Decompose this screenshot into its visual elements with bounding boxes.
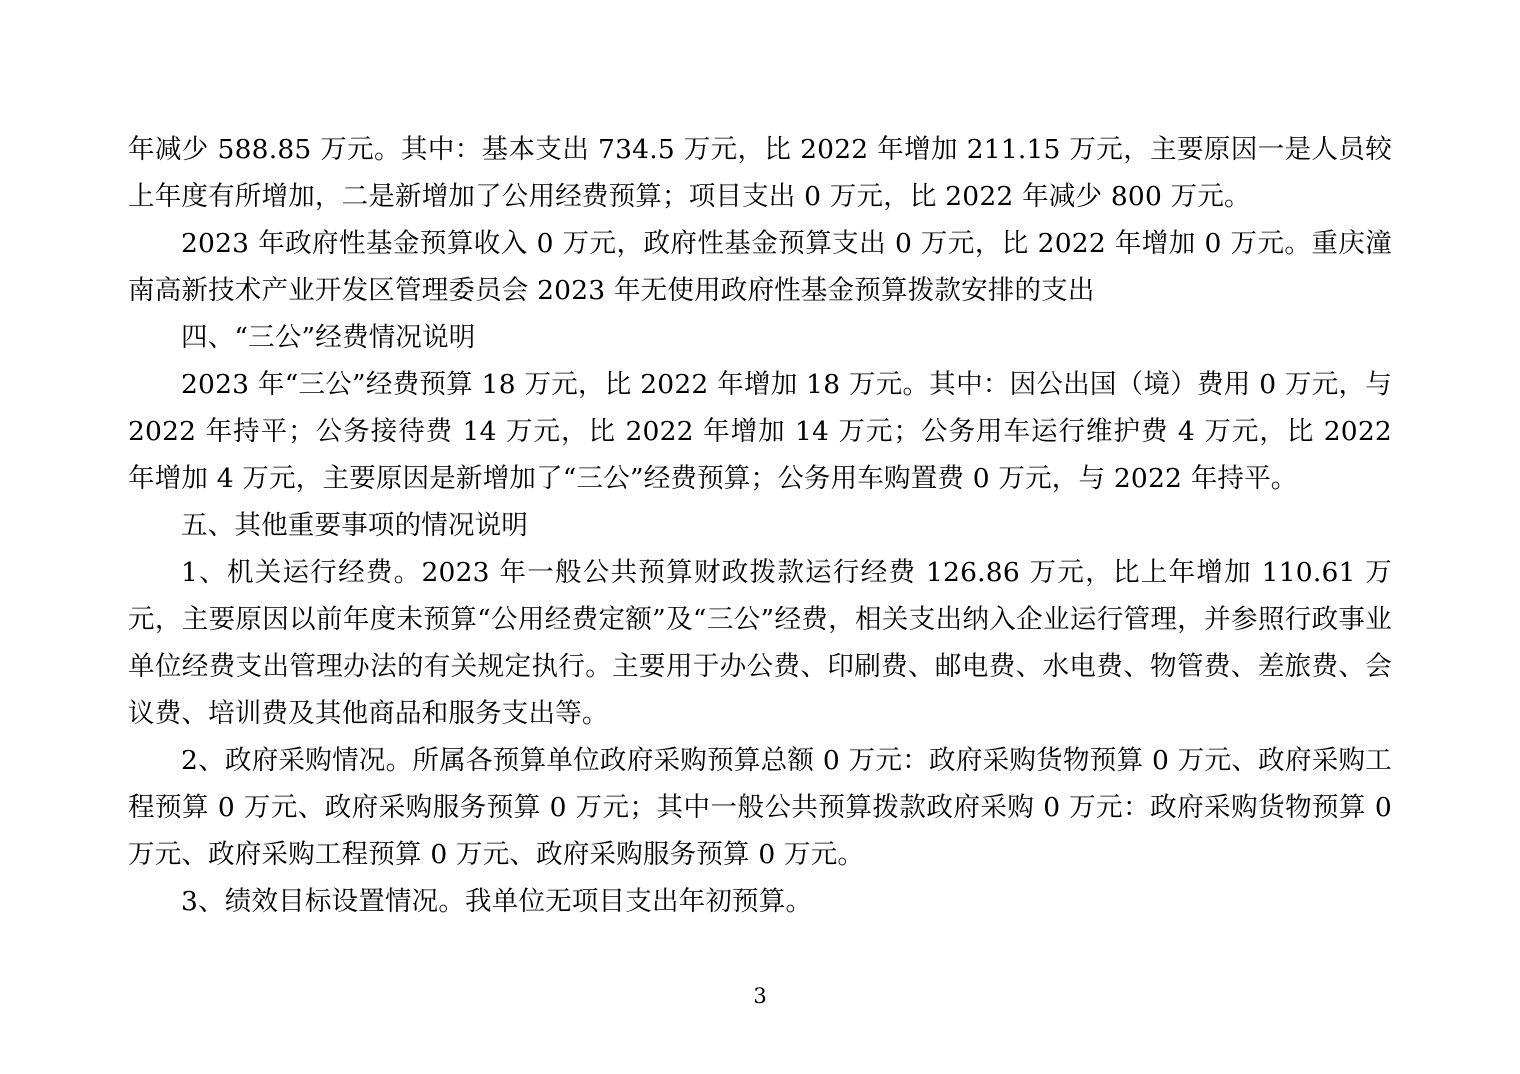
paragraph-item-2-government-procurement: 2、政府采购情况。所属各预算单位政府采购预算总额 0 万元：政府采购货物预算 0 万元、政府采购工程预算 0 万元、政府采购服务预算 0 万元；其中一般公共预算拨款政府采购 0 万元：政府采购货物预算 0 万元、政府采购工程预算 0 万元、政府采购服务预算 0 万元。 xyxy=(128,745,1392,870)
paragraph-item-1-operating-expenses: 1、机关运行经费。2023 年一般公共预算财政拨款运行经费 126.86 万元，比上年增加 110.61 万元，主要原因以前年度未预算“公用经费定额”及“三公”经费，相关支出纳入企业运行管理，并参照行政事业单位经费支出管理办法的有关规定执行。主要用于办公费、印刷费、邮电费、水电费、物管费、差旅费、会议费、培训费及其他商品和服务支出等。 xyxy=(128,557,1392,729)
page-number: 3 xyxy=(753,984,767,1008)
heading-section-four: 四、“三公”经费情况说明 xyxy=(181,322,476,353)
document-body xyxy=(128,126,1392,925)
heading-section-five: 五、其他重要事项的情况说明 xyxy=(181,510,529,541)
paragraph-government-fund-budget: 2023 年政府性基金预算收入 0 万元，政府性基金预算支出 0 万元，比 2022 年增加 0 万元。重庆潼南高新技术产业开发区管理委员会 2023 年无使用政府性基金预算拨款安排的支出 xyxy=(128,228,1392,306)
paragraph-three-public-expenses: 2023 年“三公”经费预算 18 万元，比 2022 年增加 18 万元。其中：因公出国（境）费用 0 万元，与 2022 年持平；公务接待费 14 万元，比 2022 年增加 14 万元；公务用车运行维护费 4 万元，比 2022 年增加 4 万元，主要原因是新增加了“三公”经费预算；公务用车购置费 0 万元，与 2022 年持平。 xyxy=(128,369,1392,494)
paragraph-continuation-budget-expenditure: 年减少 588.85 万元。其中：基本支出 734.5 万元，比 2022 年增加 211.15 万元，主要原因一是人员较上年度有所增加，二是新增加了公用经费预算；项目支出 0 万元，比 2022 年减少 800 万元。 xyxy=(128,134,1392,212)
paragraph-item-3-performance-targets: 3、绩效目标设置情况。我单位无项目支出年初预算。 xyxy=(181,886,813,917)
